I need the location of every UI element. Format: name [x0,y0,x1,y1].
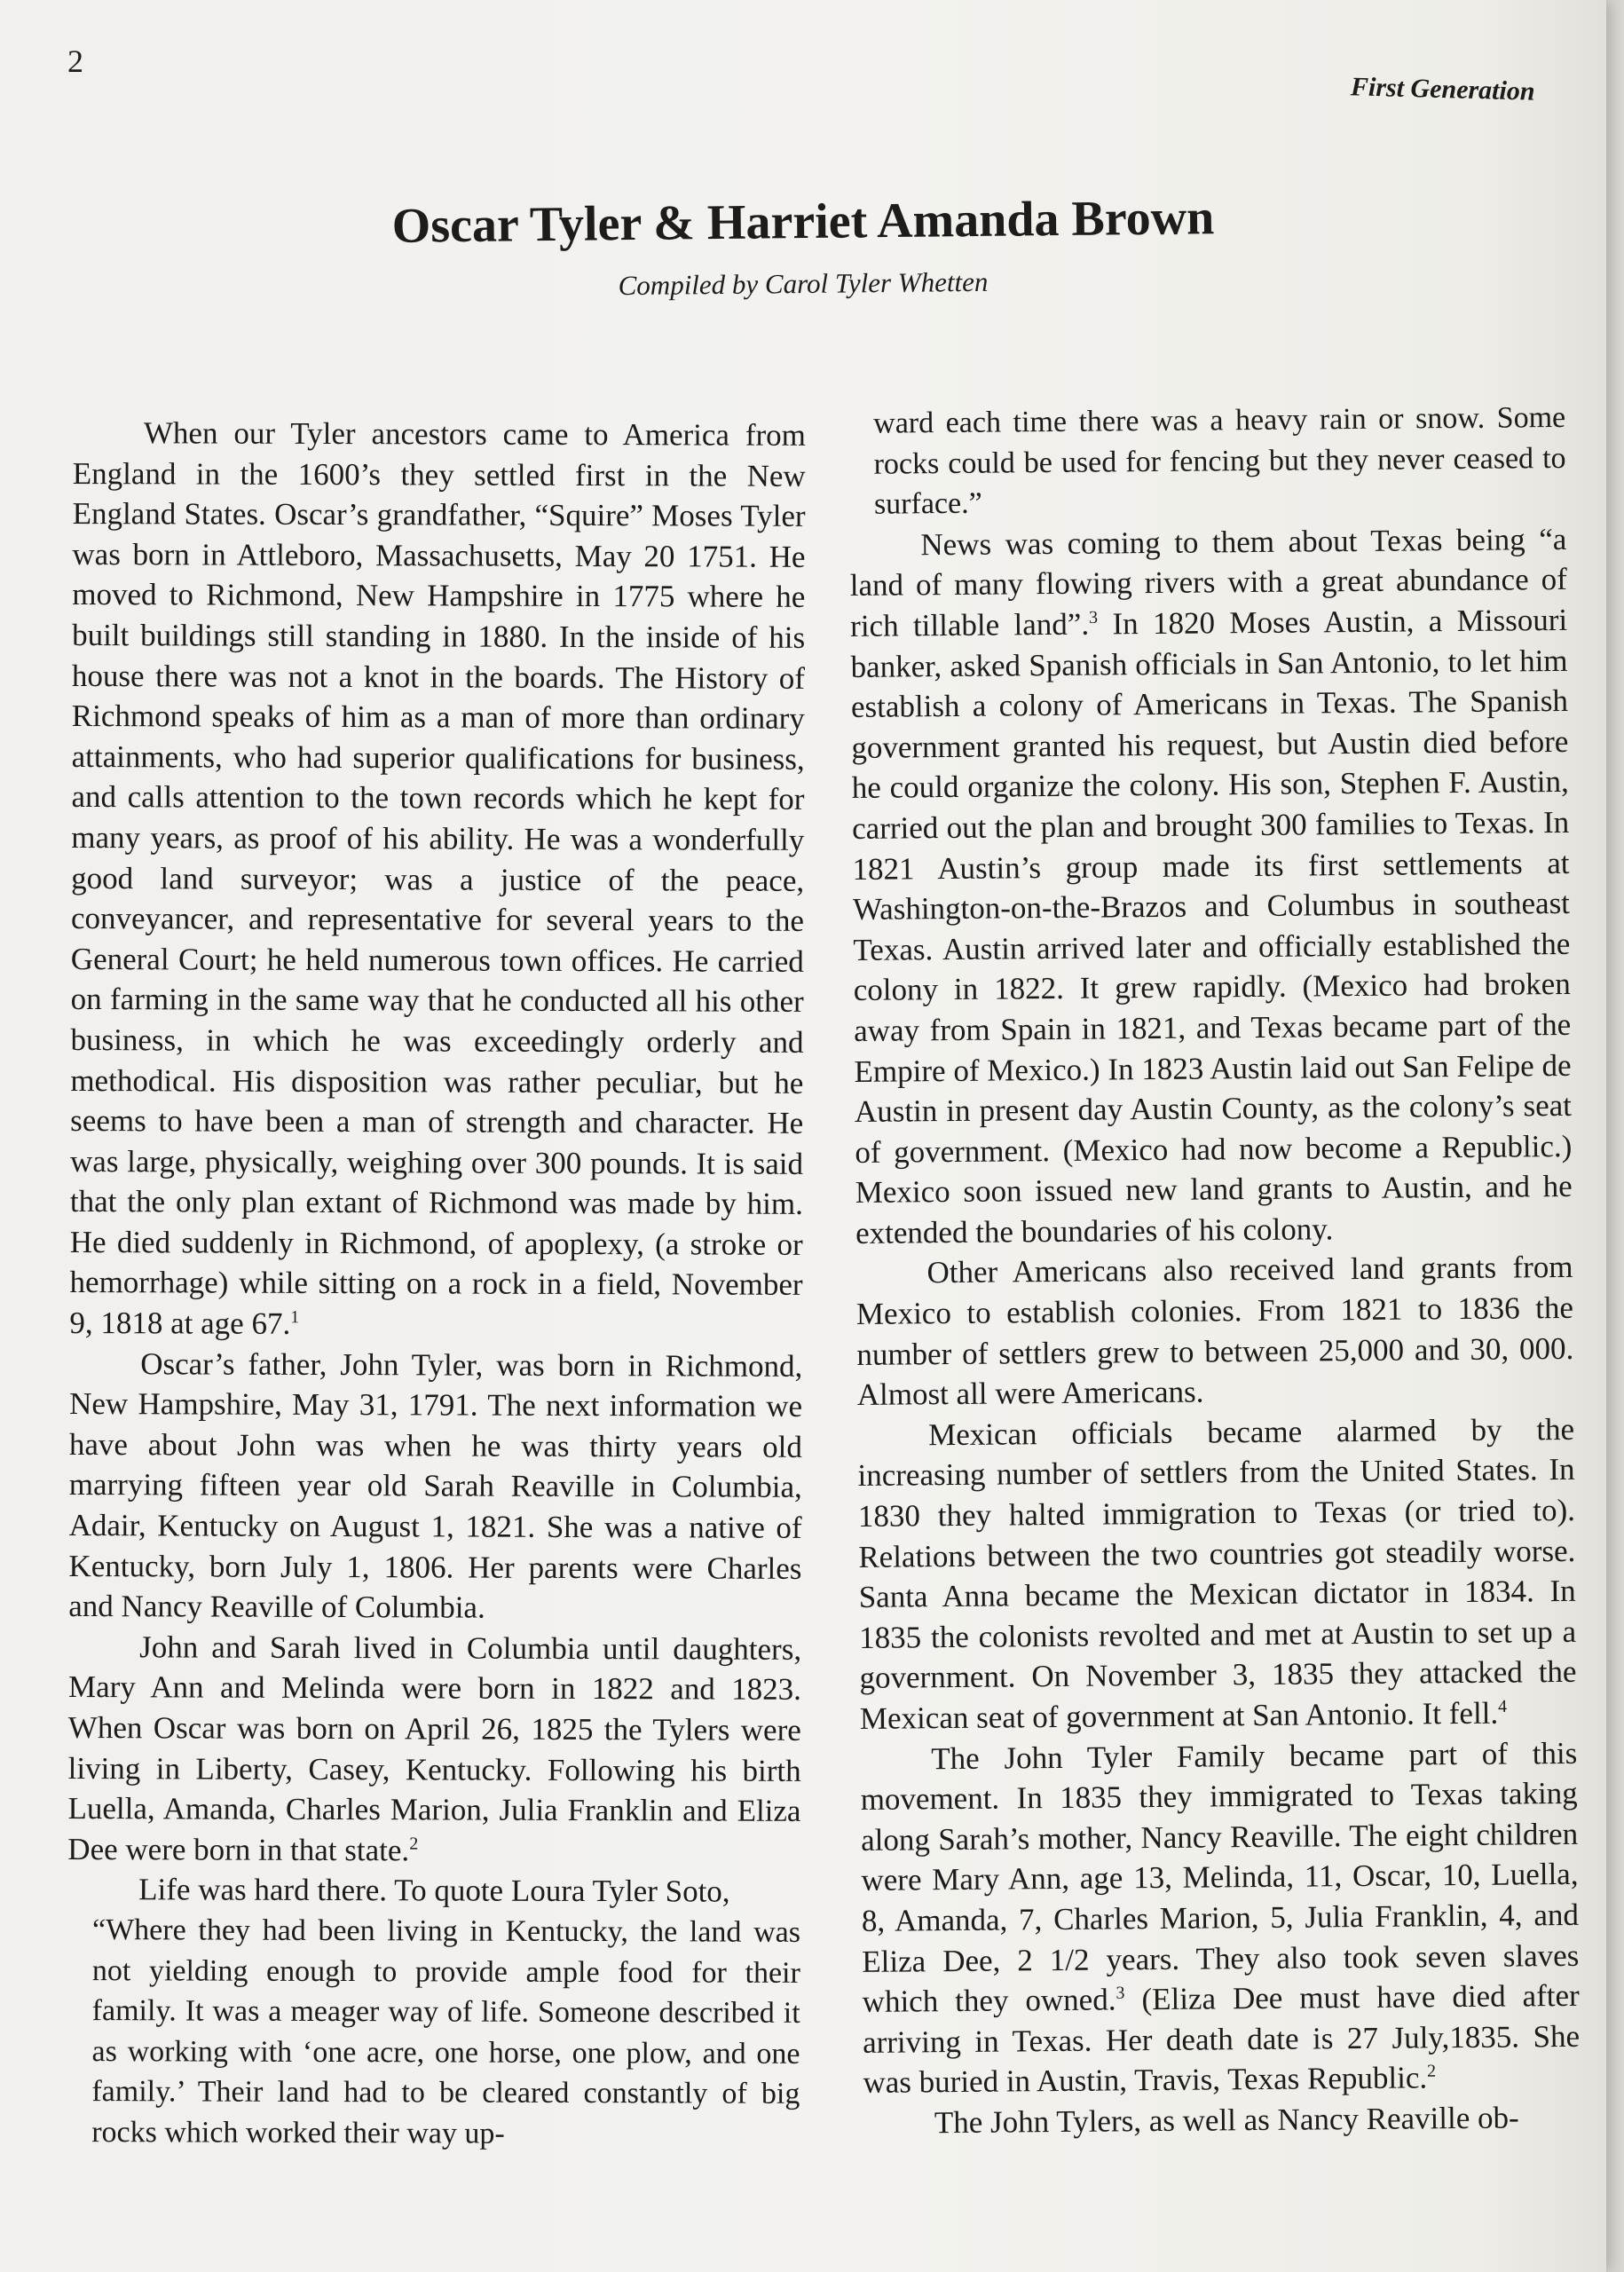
article-title: Oscar Tyler & Harriet Amanda Brown [391,190,1215,254]
block-quote-continued [873,398,1566,525]
paragraph [849,519,1573,1254]
footnote-marker: 2 [1426,2061,1437,2082]
paragraph-text: The John Tylers, as well as Nancy Reaville ob- [934,2100,1519,2141]
paragraph-text: (Eliza Dee must have died after arriving in Texas. Her death date is 27 July,1835. She was buried in Austin, Travis, Texas Republic. [862,1978,1581,2101]
paragraph [855,1247,1574,1415]
footnote-marker: 1 [290,1307,300,1328]
footnote-marker: 2 [409,1834,419,1854]
paragraph [67,1869,800,1912]
footnote-marker: 3 [1116,1983,1125,2003]
paragraph [68,1344,802,1629]
paragraph-text: Oscar’s father, John Tyler, was born in Richmond, New Hampshire, May 31, 1791. The next information we have about John was when he was thirty years old marrying fifteen year old Sarah Reaville in Columbia, Adair, Kentucky on August 1, 1821. She was a native of Kentucky, born July 1, 1806. Her parents were Charles and Nancy Reaville of Columbia. [68,1345,803,1625]
quote-text: “Where they had been living in Kentucky, the land was not yielding enough to provide ample food for their family. It was a meager way of life. Someone described it as working with ‘one acre, one horse, one plow, and one family.’ Their land had to be cleared constantly of big rocks which worked their way up- [91,1913,801,2150]
footnote-marker: 3 [1088,607,1099,627]
paragraph-text: The John Tyler Family became part of this movement. In 1835 they immigrated to Texas taking along Sarah’s mother, Nancy Reaville. The eight children were Mary Ann, age 13, Melinda, 11, Oscar, 10, Luella, 8, Amanda, 7, Charles Marion, 5, Julia Franklin, 4, and Eliza Dee, 2 1/2 years. They also took seven slaves which they owned. [860,1735,1580,2020]
paragraph [863,2097,1581,2144]
paragraph-text: News was coming to them about Texas being “a land of many flowing rivers with a great abundance of rich tillable land”. [849,521,1567,643]
paragraph-text: John and Sarah lived in Columbia until daughters, Mary Ann and Melinda were born in 1822 and 1823. When Oscar was born on April 26, 1825 the Tylers were living in Liberty, Casey, Kentucky. Following his birth Luella, Amanda, Charles Marion, Julia Franklin and Eliza Dee were born in that state. [67,1629,802,1868]
paragraph-text: Other Americans also received land grants from Mexico to establish colonies. From 1821 to 1836 the number of settlers grew to between 25,000 and 30, 000. Almost all were Americans. [855,1250,1574,1413]
right-column [848,398,1581,2144]
paragraph-text: When our Tyler ancestors came to America from England in the 1600’s they settled first in the New England States. Oscar’s grandfather, “Squire” Moses Tyler was born in Attleboro, Massachusetts, May 20 1751. He moved to Richmond, New Hampshire in 1775 where he built buildings still standing in 1880. In the inside of his house there was not a knot in the boards. The History of Richmond speaks of him as a man of more than ordinary attainments, who had superior qualifications for business, and calls attention to the town records which he kept for many years, as proof of his ability. He was a wonderfully good land surveyor; was a justice of the peace, conveyancer, and representative for several years to the General Court; he held numerous town offices. He carried on farming in the same way that he conducted all his other business, in which he was exceedingly orderly and methodical. His disposition was rather peculiar, but he seems to have been a man of strength and character. He was large, physically, weighing over 300 pounds. It is said that the only plan extant of Richmond was made by him. He died suddenly in Richmond, of apoplexy, (a stroke or hemorrhage) while sitting on a rock in a field, November 9, 1818 at age 67. [69,415,806,1341]
paragraph-text: Life was hard there. To quote Loura Tyler Soto, [138,1872,730,1909]
paragraph [860,1732,1581,2102]
article-byline: Compiled by Carol Tyler Whetten [618,265,989,302]
block-quote [91,1910,800,2155]
paragraph-text: In 1820 Moses Austin, a Missouri banker, asked Spanish officials in San Antonio, to let him establish a colony of Americans in Texas. The Spanish government granted his request, but Austin died before he could organize the colony. His son, Stephen F. Austin, carried out the plan and brought 300 families to Texas. In 1821 Austin’s group made its first settlements at Washington-on-the-Brazos and Columbus in southeast Texas. Austin arrived later and officially established the colony in 1822. It grew rapidly. (Mexico had broken away from Spain in 1821, and Texas became part of the Empire of Mexico.) In 1823 Austin laid out San Felipe de Austin in present day Austin County, as the colony’s seat of government. (Mexico had now become a Republic.) Mexico soon issued new land grants to Austin, and he extended the boundaries of his colony. [850,602,1573,1250]
left-column [67,413,806,2155]
running-head: First Generation [1351,72,1536,106]
paragraph [67,1627,801,1872]
paragraph [69,413,806,1346]
page-number: 2 [67,43,83,79]
footnote-marker: 4 [1498,1696,1508,1717]
paragraph [857,1409,1577,1740]
quote-text: ward each time there was a heavy rain or snow. Some rocks could be used for fencing but they never ceased to surface.” [873,400,1566,521]
paragraph-text: Mexican officials became alarmed by the increasing number of settlers from the United States. In 1830 they halted immigration to Texas (or tried to). Relations between the two countries got steadily worse. Santa Anna became the Mexican dictator in 1834. In 1835 the colonists revolted and met at Austin to set up a government. On November 3, 1835 they attacked the Mexican seat of government at San Antonio. It fell. [857,1411,1577,1736]
